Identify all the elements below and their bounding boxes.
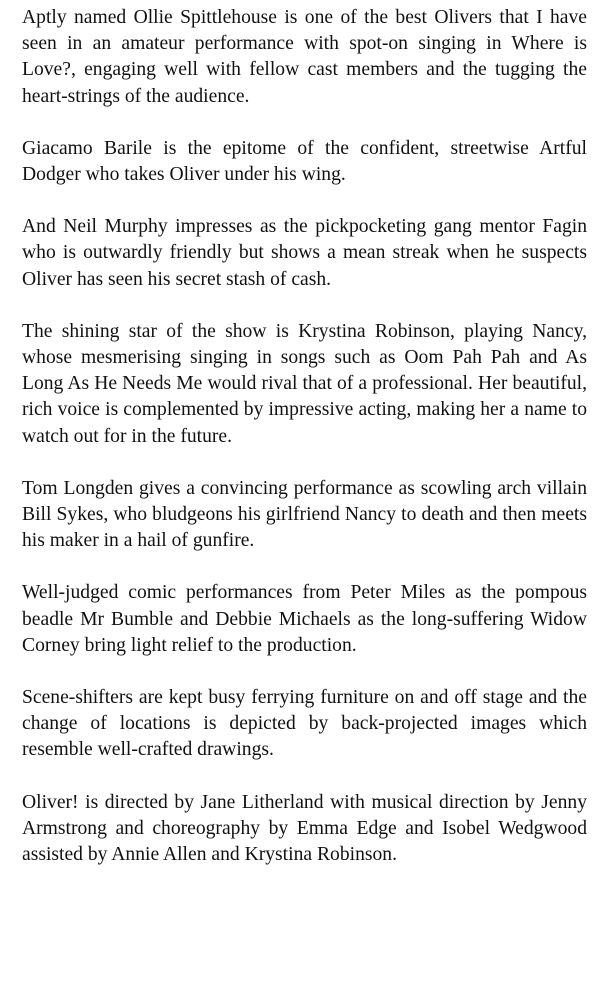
paragraph-giacamo-barile: Giacamo Barile is the epitome of the confident, streetwise Artful Dodger who takes Oliver under his wing. [22,137,587,186]
paragraph-ollie-spittlehouse: Aptly named Ollie Spittlehouse is one of the best Olivers that I have seen in an amateur performance with spot-on singing in Where is Love?, engaging well with fellow cast members and the tugging the heart-strings of the audience. [22,7,587,107]
paragraph-comic-performances: Well-judged comic performances from Peter Miles as the pompous beadle Mr Bumble and Debbie Michaels as the long-suffering Widow Corney bring light relief to the production. [22,582,587,656]
paragraph-direction-credits: Oliver! is directed by Jane Litherland with musical direction by Jenny Armstrong and choreography by Emma Edge and Isobel Wedgwood assisted by Annie Allen and Krystina Robinson. [22,791,587,866]
paragraph-krystina-robinson: The shining star of the show is Krystina Robinson, playing Nancy, whose mesmerising singing in songs such as Oom Pah Pah and As Long As He Needs Me would rival that of a professional. Her beautiful, rich voice is complemented by impressive acting, making her a name to watch out for in the future. [22,320,587,447]
article-body [22,5,587,894]
paragraph-scene-shifters: Scene-shifters are kept busy ferrying furniture on and off stage and the change of locations is depicted by back-projected images which resemble well-crafted drawings. [22,687,587,761]
paragraph-tom-longden: Tom Longden gives a convincing performance as scowling arch villain Bill Sykes, who bludgeons his girlfriend Nancy to death and then meets his maker in a hail of gunfire. [22,477,587,552]
paragraph-neil-murphy: And Neil Murphy impresses as the pickpocketing gang mentor Fagin who is outwardly friendly but shows a mean streak when he suspects Oliver has seen his secret stash of cash. [22,216,587,290]
